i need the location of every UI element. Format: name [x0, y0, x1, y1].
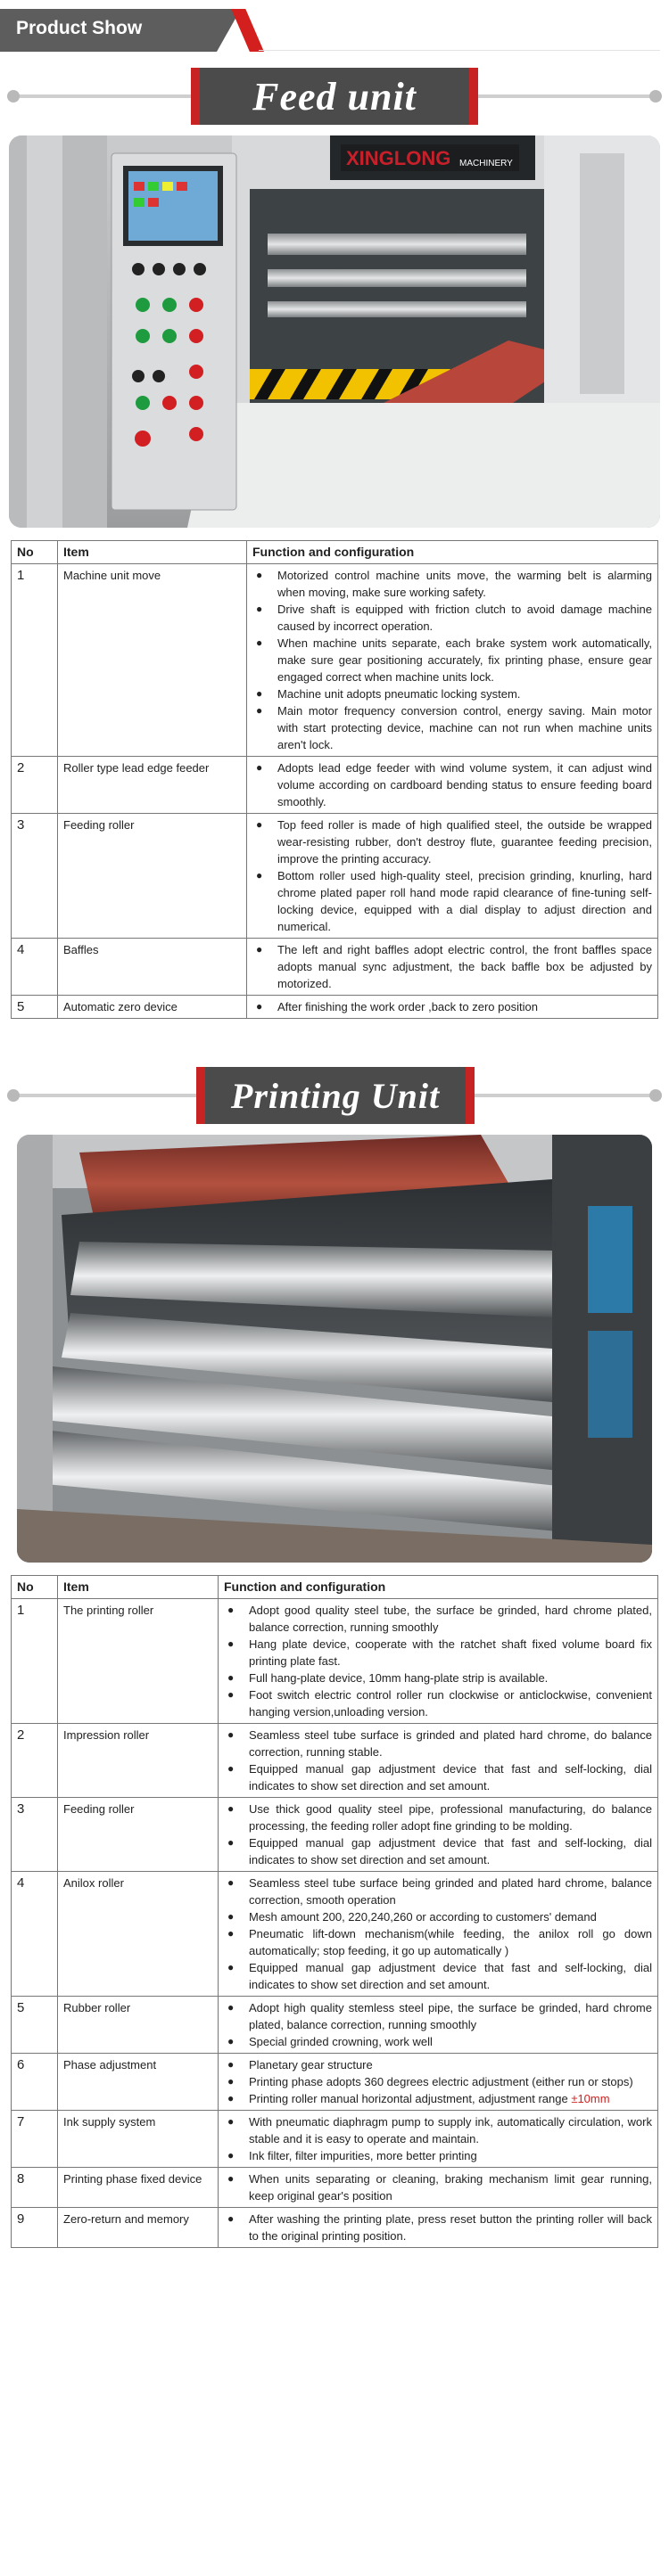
row-number: 4 — [12, 1872, 58, 1997]
row-number: 7 — [12, 2111, 58, 2168]
row-item: Baffles — [58, 939, 247, 996]
table-row — [12, 1599, 658, 1724]
function-item — [224, 1727, 652, 1760]
function-item — [252, 941, 652, 992]
function-text: The left and right baffles adopt electric control, the front baffles space adopts manual sync adjustment, the back baffle box be adjusted by motorized. — [277, 943, 652, 990]
header-no: No — [12, 541, 58, 564]
heading-dot-left — [7, 90, 20, 103]
feed-unit-heading — [0, 55, 669, 135]
table-row — [12, 1872, 658, 1997]
function-text: Adopts lead edge feeder with wind volume system, it can adjust wind volume according on cardboard bending status to ensure feeding board smoothly. — [277, 761, 652, 808]
function-text: Machine unit adopts pneumatic locking system. — [277, 687, 521, 701]
function-text: Planetary gear structure — [249, 2058, 373, 2071]
function-highlight: ±10mm — [571, 2092, 610, 2105]
function-item — [224, 1875, 652, 1908]
row-item: Machine unit move — [58, 564, 247, 757]
table-row — [12, 996, 658, 1019]
table-row — [12, 564, 658, 757]
function-list — [252, 567, 652, 753]
function-text: Printing roller manual horizontal adjustment, adjustment range — [249, 2092, 572, 2105]
header-no: No — [12, 1576, 58, 1599]
function-text: Drive shaft is equipped with friction clutch to avoid damage machine caused by incorrect operation. — [277, 603, 652, 633]
function-text: Equipped manual gap adjustment device that fast and self-locking, dial indicates to show set direction and set amount. — [249, 1961, 652, 1991]
table-row — [12, 757, 658, 814]
function-item — [224, 2147, 652, 2164]
function-item — [224, 1801, 652, 1834]
table-row — [12, 2054, 658, 2111]
photo-brand-sub: MACHINERY — [459, 159, 513, 168]
function-item — [252, 867, 652, 935]
function-text: Adopt high quality stemless steel pipe, the surface be grinded, hard chrome plated, balance correction, running smoothly — [249, 2001, 652, 2031]
table-row — [12, 939, 658, 996]
header-item: Item — [58, 541, 247, 564]
function-item — [252, 998, 652, 1015]
function-text: Hang plate device, cooperate with the ratchet shaft fixed volume board fix printing plate fast. — [249, 1637, 652, 1668]
function-text: Adopt good quality steel tube, the surface be grinded, hard chrome plated, balance correction, running smoothly — [249, 1604, 652, 1634]
function-text: Ink filter, filter impurities, more better printing — [249, 2149, 477, 2162]
table-row — [12, 1997, 658, 2054]
banner-divider — [259, 50, 660, 51]
function-text: Top feed roller is made of high qualified steel, the outside be wrapped wear-resisting rubber, don't destroy flute, guarantee feeding precision, improve the printing accuracy. — [277, 818, 652, 866]
row-functions — [247, 757, 658, 814]
function-text: Motorized control machine units move, the warming belt is alarming when moving, make sure working safety. — [277, 569, 652, 599]
row-number: 2 — [12, 757, 58, 814]
printing-unit-table-body — [12, 1599, 658, 2248]
function-list — [224, 2056, 652, 2107]
function-text: After washing the printing plate, press reset button the printing roller will back to the original printing position. — [249, 2212, 652, 2243]
function-item — [224, 1636, 652, 1669]
function-item — [224, 2113, 652, 2147]
printing-unit-table — [11, 1575, 658, 2248]
function-text: Main motor frequency conversion control, energy saving. Main motor with start protecting device, machine can not run when machine units aren't lock. — [277, 704, 652, 751]
function-list — [224, 1801, 652, 1868]
row-functions — [247, 996, 658, 1019]
function-text: Equipped manual gap adjustment device that fast and self-locking, dial indicates to show set direction and set amount. — [249, 1836, 652, 1866]
row-item: Zero-return and memory — [58, 2208, 219, 2248]
function-text: Bottom roller used high-quality steel, precision grinding, knurling, hard chrome plated paper roll hand mode rapid clearance of fine-tuning self-locking device, equipped with a dial display to adjust direction and numerical. — [277, 869, 652, 933]
table-row — [12, 1798, 658, 1872]
function-item — [224, 2090, 652, 2107]
feed-unit-table-body — [12, 564, 658, 1019]
feed-unit-machine-illustration — [9, 135, 660, 528]
function-text: When machine units separate, each brake system work automatically, make sure gear positioning accurately, fix printing phase, ensure gear engaged correct when machine units lock. — [277, 636, 652, 684]
row-functions — [219, 1872, 658, 1997]
printing-unit-heading — [0, 1054, 669, 1135]
function-list — [224, 1727, 652, 1794]
function-item — [224, 2073, 652, 2090]
function-text: Seamless steel tube surface being grinded and plated hard chrome, balance correction, smooth operation — [249, 1876, 652, 1907]
function-text: Seamless steel tube surface is grinded and plated hard chrome, do balance correction, running stable. — [249, 1728, 652, 1759]
function-item — [252, 567, 652, 601]
row-item: Ink supply system — [58, 2111, 219, 2168]
function-list — [252, 759, 652, 810]
row-item: Printing phase fixed device — [58, 2168, 219, 2208]
function-list — [224, 1999, 652, 2050]
function-text: Mesh amount 200, 220,240,260 or according to customers' demand — [249, 1910, 597, 1924]
heading-dot-right — [649, 1089, 662, 1102]
row-functions — [219, 1997, 658, 2054]
row-number: 3 — [12, 1798, 58, 1872]
function-list — [252, 816, 652, 935]
function-text: With pneumatic diaphragm pump to supply ink, automatically circulation, work stable and it is easy to operate and maintain. — [249, 2115, 652, 2145]
function-item — [224, 1760, 652, 1794]
printing-unit-roller-illustration — [17, 1135, 652, 1563]
function-item — [252, 702, 652, 753]
row-number: 1 — [12, 564, 58, 757]
table-row — [12, 814, 658, 939]
function-list — [252, 998, 652, 1015]
row-number: 1 — [12, 1599, 58, 1724]
row-functions — [219, 2054, 658, 2111]
function-item — [224, 1834, 652, 1868]
row-number: 8 — [12, 2168, 58, 2208]
function-text: After finishing the work order ,back to zero position — [277, 1000, 538, 1013]
row-functions — [247, 814, 658, 939]
function-text: Pneumatic lift-down mechanism(while feeding, the anilox roll go down automatically; stop feeding, it go up automatically ) — [249, 1927, 652, 1957]
function-list — [252, 941, 652, 992]
function-item — [224, 1999, 652, 2033]
row-item: Automatic zero device — [58, 996, 247, 1019]
row-item: Feeding roller — [58, 814, 247, 939]
table-header-row — [12, 1576, 658, 1599]
table-row — [12, 2168, 658, 2208]
function-list — [224, 2113, 652, 2164]
photo-brand-logo: XINGLONG — [346, 147, 451, 169]
function-item — [224, 2056, 652, 2073]
function-text: Printing phase adopts 360 degrees electric adjustment (either run or stops) — [249, 2075, 633, 2088]
row-functions — [219, 2168, 658, 2208]
row-functions — [219, 2111, 658, 2168]
row-number: 6 — [12, 2054, 58, 2111]
function-list — [224, 1602, 652, 1720]
function-item — [224, 1959, 652, 1993]
function-text: Full hang-plate device, 10mm hang-plate strip is available. — [249, 1671, 549, 1685]
function-text: When units separating or cleaning, braking mechanism limit gear running, keep original gear's position — [249, 2172, 652, 2203]
table-row — [12, 1724, 658, 1798]
row-item: Feeding roller — [58, 1798, 219, 1872]
function-list — [224, 1875, 652, 1993]
function-item — [252, 685, 652, 702]
function-text: Special grinded crowning, work well — [249, 2035, 433, 2048]
banner-title: Product Show — [16, 18, 143, 38]
function-list — [224, 2211, 652, 2244]
row-item: Impression roller — [58, 1724, 219, 1798]
row-item: Roller type lead edge feeder — [58, 757, 247, 814]
row-number: 2 — [12, 1724, 58, 1798]
row-item: Anilox roller — [58, 1872, 219, 1997]
function-item — [224, 1925, 652, 1959]
row-number: 5 — [12, 1997, 58, 2054]
function-item — [252, 601, 652, 635]
row-functions — [247, 564, 658, 757]
feed-unit-table — [11, 540, 658, 1019]
heading-dot-right — [649, 90, 662, 103]
table-row — [12, 2208, 658, 2248]
row-functions — [219, 2208, 658, 2248]
printing-unit-title-box — [196, 1067, 475, 1124]
row-functions — [219, 1724, 658, 1798]
header-function: Function and configuration — [219, 1576, 658, 1599]
table-header-row — [12, 541, 658, 564]
header-item: Item — [58, 1576, 219, 1599]
function-item — [224, 1669, 652, 1686]
row-functions — [247, 939, 658, 996]
heading-dot-left — [7, 1089, 20, 1102]
function-text: Use thick good quality steel pipe, professional manufacturing, do balance processing, the feeding roller adopt fine grinding to be molding. — [249, 1802, 652, 1833]
function-item — [224, 2033, 652, 2050]
function-text: Equipped manual gap adjustment device that fast and self-locking, dial indicates to show set direction and set amount. — [249, 1762, 652, 1793]
row-item: The printing roller — [58, 1599, 219, 1724]
row-item: Phase adjustment — [58, 2054, 219, 2111]
function-item — [252, 759, 652, 810]
printing-unit-photo — [17, 1135, 652, 1563]
function-list — [224, 2170, 652, 2204]
row-number: 9 — [12, 2208, 58, 2248]
row-number: 3 — [12, 814, 58, 939]
row-functions — [219, 1798, 658, 1872]
table-row — [12, 2111, 658, 2168]
product-show-banner — [0, 0, 669, 55]
function-item — [224, 1602, 652, 1636]
function-item — [224, 2170, 652, 2204]
header-function: Function and configuration — [247, 541, 658, 564]
function-item — [224, 2211, 652, 2244]
function-item — [252, 635, 652, 685]
row-item: Rubber roller — [58, 1997, 219, 2054]
function-text: Foot switch electric control roller run clockwise or anticlockwise, convenient hanging version,unloading version. — [249, 1688, 652, 1719]
row-number: 5 — [12, 996, 58, 1019]
function-item — [224, 1908, 652, 1925]
row-functions — [219, 1599, 658, 1724]
feed-unit-title-box — [191, 68, 478, 125]
row-number: 4 — [12, 939, 58, 996]
printing-unit-title: Printing Unit — [230, 1075, 441, 1116]
function-item — [252, 816, 652, 867]
function-item — [224, 1686, 652, 1720]
feed-unit-title: Feed unit — [252, 74, 417, 119]
feed-unit-photo — [9, 135, 660, 528]
